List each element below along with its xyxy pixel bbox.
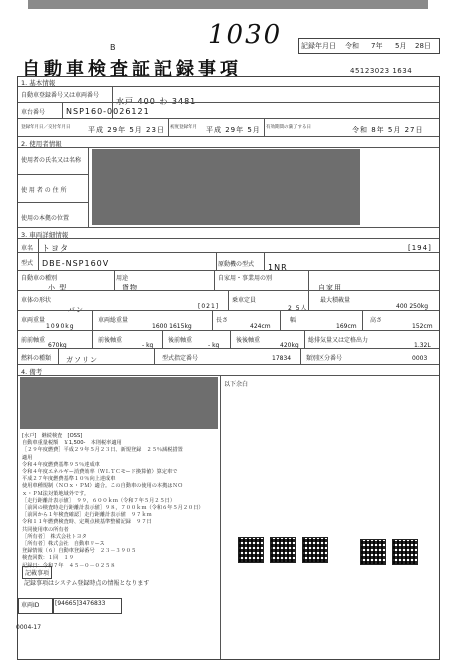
front-front-axle-value: 670kg [48,342,67,349]
user-address-label: 使 用 者 の 住 所 [21,187,67,194]
document-number: 45123023 1634 [350,67,413,75]
rear-rear-axle-value: 420kg [280,342,299,349]
top-redaction-bar [28,0,428,9]
model-label: 型式 [21,260,34,267]
handwritten-number: 1030 [208,20,283,50]
first-reg-label: 登録年月日／交付年月日 [21,125,71,130]
document-title: 自動車検査証記録事項 [22,59,242,80]
fuel-label: 燃料の種類 [21,355,52,362]
max-load-label: 最大積載量 [320,297,351,304]
first-year-label: 初度登録年月 [170,125,197,130]
type-number-label: 型式指定番号 [162,355,199,362]
notice-text: 記録事項はシステム登録時点の情報となります [24,580,150,587]
certificate-frame [17,76,440,660]
fuel-value: ガソリン [66,356,98,364]
width-label: 幅 [290,317,297,324]
use-label: 用途 [116,275,129,282]
expiry-value: 令和 8年 5月 27日 [352,126,424,134]
height-label: 高さ [370,317,383,324]
expiry-label: 有効期間の満了する日 [266,125,311,130]
make-code: [194] [408,244,432,252]
category-number-value: 0003 [412,355,428,362]
section-2-heading: 2. 使用者情報 [21,140,62,148]
chassis-value: NSP160-0026121 [66,107,150,116]
notes-redaction [20,377,218,429]
reg-number-value: 水戸 400 わ 3481 [116,97,197,106]
record-date-day: 28日 [415,42,431,50]
purpose-label: 自家用・事業用の別 [218,275,273,282]
max-load-value: 400 250kg [396,303,429,310]
vehicle-id-value-box [52,598,122,614]
seats-label: 乗車定員 [232,297,257,304]
model-value: DBE-NSP160V [42,259,110,268]
category-number-label: 類別区分番号 [306,355,343,362]
front-rear-axle-value: - kg [142,342,154,349]
record-date-era: 令和 [345,42,359,50]
engine-label: 原動機の型式 [218,261,255,268]
chassis-label: 車台番号 [21,109,46,116]
length-label: 長さ [216,317,229,324]
body-value: バン [68,306,84,314]
displacement-label: 総排気量又は定格出力 [308,337,369,344]
rear-front-axle-label: 後前軸重 [168,337,193,344]
qr-code-2 [270,537,296,563]
make-label: 車名 [21,245,34,252]
base-location-label: 使用の本拠の位置 [21,215,70,222]
record-date-label: 記録年月日 [301,42,336,50]
qr-code-5 [392,539,418,565]
make-value: トヨタ [42,244,69,253]
front-rear-axle-label: 前後軸重 [98,337,123,344]
user-name-label: 使用者の氏名又は名称 [21,157,82,164]
body-label: 車体の形状 [21,297,52,304]
section-1-heading: 1. 基本情報 [21,79,56,87]
vehicle-id-label-box [18,598,54,614]
purpose-value: 自家用 [318,284,342,292]
section-4-heading: 4. 備考 [21,368,43,376]
use-value: 貨物 [122,284,138,292]
weight-value: 1090kg [46,323,75,330]
notice-heading: 記載事項 [22,566,52,579]
weight-label: 車両重量 [21,317,46,324]
gross-label: 車両総重量 [98,317,129,324]
engine-value: 1NR [268,263,288,272]
width-value: 169cm [336,323,357,330]
user-info-redaction [92,149,360,225]
record-date-month: 5月 [395,42,407,50]
gross-value: 1600 1615kg [152,323,192,330]
reg-number-label: 自動車登録番号又は車両番号 [21,92,100,99]
type-number-value: 17834 [272,355,292,362]
blank-below-label: 以下余白 [224,381,249,388]
qr-code-1 [238,537,264,563]
front-front-axle-label: 前前軸重 [21,337,46,344]
first-year-value: 平成 29年 5月 [206,126,261,134]
remarks-text: [水戸] 継続検査 [OSS] 自動車重量税額 ￥1,500- 本則税率適用 ［２９年度燃費］平成２９年５月２３日、新規登録 ２５％減税措置 適用 令和４年度燃費基準９５％達成車 令和４年度エネルギー消費効率（ＷＬＴＣモード換算値）算定車で 平成２７年度燃費基準１０％向上達成車 使用車種規制（ＮＯｘ・ＰＭ）適合。この自動車の使用の本拠はＮＯ ｘ・ＰＭ法対策地域外です。 ［走行距離計表示値］ ９９，６００ｋｍ（令和７年５月２５日） ［前回の検査時走行距離計表示値］９８，７００ｋｍ（令和６年５月２０日） ［前回から１年検査確認］走行距離計表示値 ９７ｋｍ 令和１１年燃費検査時、定期点検基準整備記録 ９７日 共同使用車の所有者 ［所有者］ 株式会社トヨタ ［所有者］株式会社 自動車リース 登録情報（６）自動車登録番号 ２３－３９０５ 検査回数：１回 １９ 記録日：令和７年 ４５－０－０２５８ [22,433,204,569]
vehicle-id-value: [94665]3476833 [55,600,106,607]
height-value: 152cm [412,323,433,330]
first-reg-value: 平成 29年 5月 23日 [88,126,165,134]
small-mark: B [110,43,116,52]
length-value: 424cm [250,323,271,330]
record-date-year: 7年 [371,42,383,50]
rear-rear-axle-label: 後後軸重 [236,337,261,344]
kind-value: 小 型 [48,284,68,292]
record-date-box [298,38,440,54]
displacement-value: 1.32L [414,342,431,349]
seats-value: 2 5人 [288,305,308,312]
qr-code-3 [302,537,328,563]
vehicle-id-label: 車両ID [21,602,40,609]
section-3-heading: 3. 車両詳細情報 [21,231,69,239]
form-code: 0004-17 [16,624,42,631]
body-code: [021] [198,303,220,310]
qr-code-4 [360,539,386,565]
rear-front-axle-value: - kg [208,342,220,349]
kind-label: 自動車の種別 [21,275,58,282]
